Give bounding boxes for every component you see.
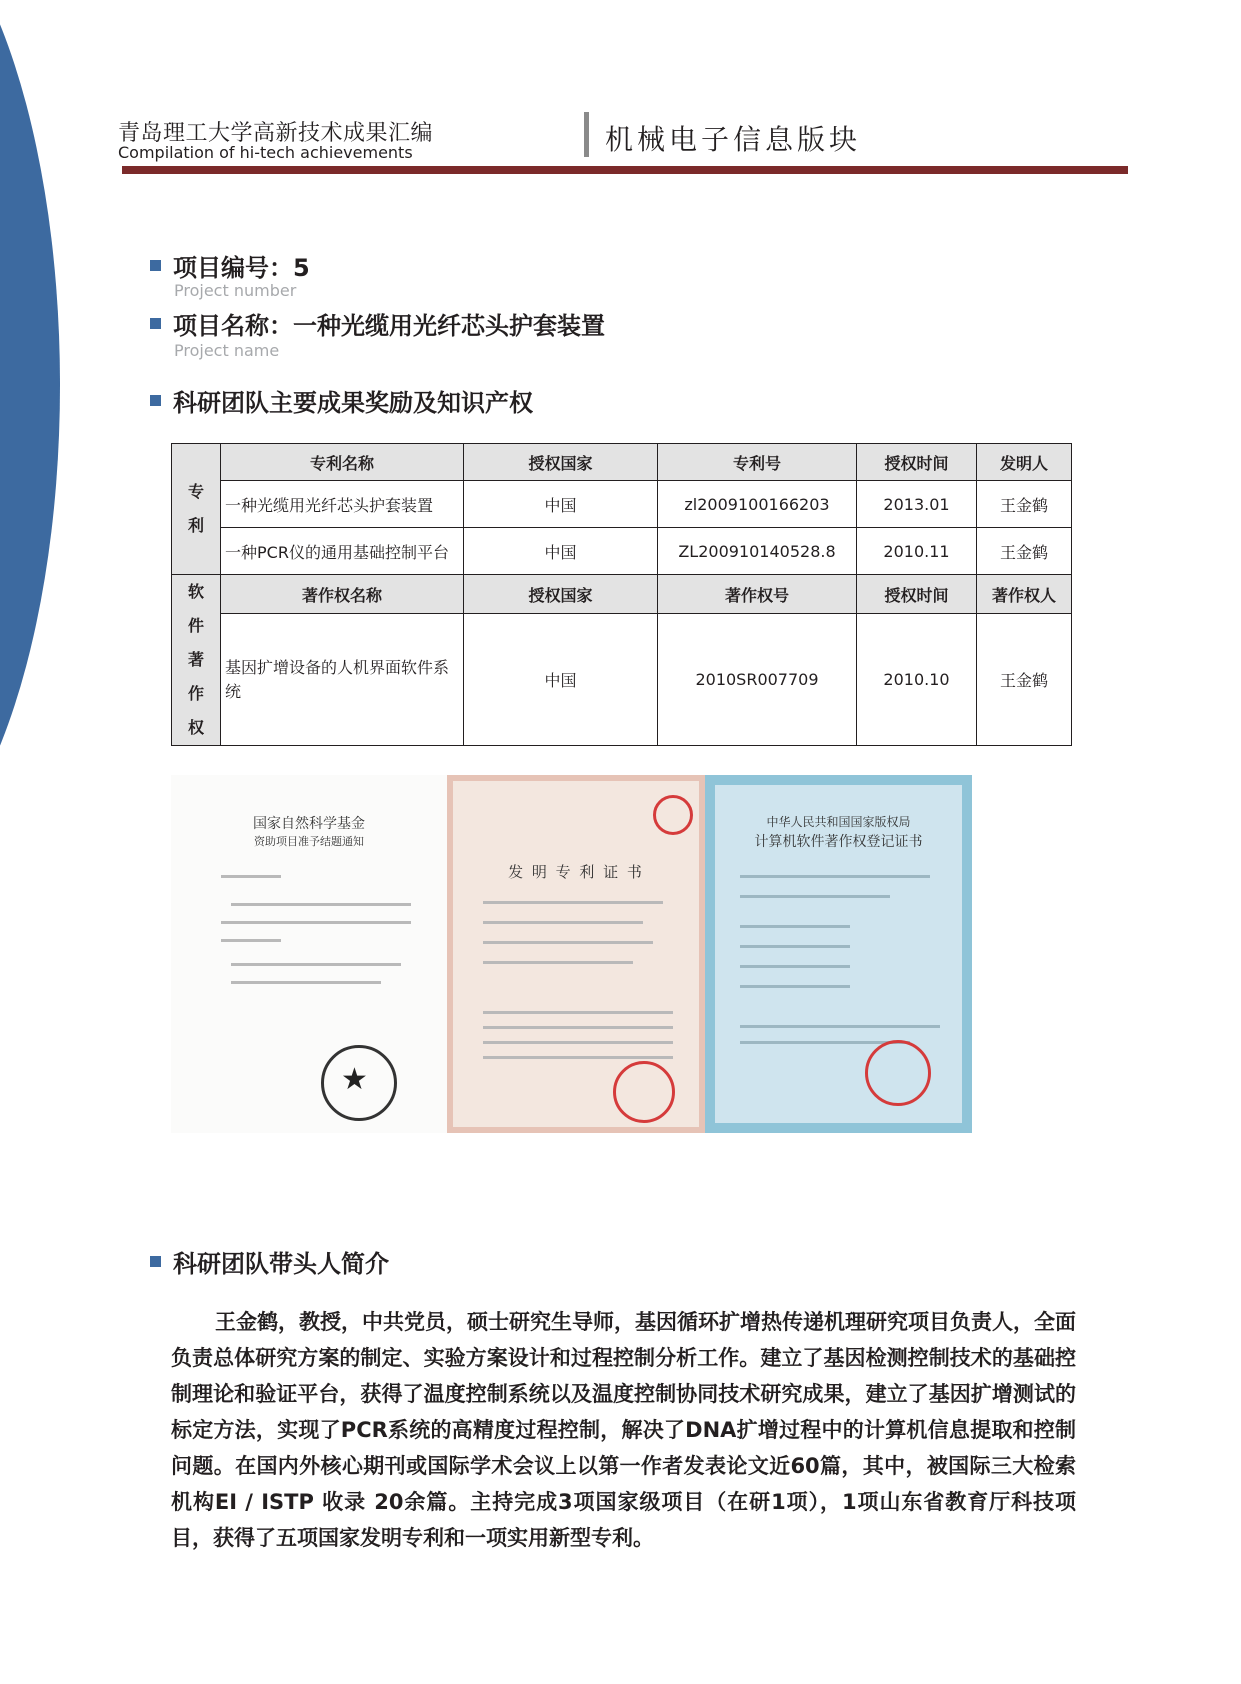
nsfc-notice-image <box>171 775 447 1133</box>
decorative-side-arc <box>0 0 60 890</box>
project-number-en: Project number <box>174 281 297 300</box>
patent-number: ZL200910140528.8 <box>658 528 857 575</box>
table-row <box>172 528 1072 575</box>
awards-heading: 科研团队主要成果奖励及知识产权 <box>173 389 533 417</box>
star-icon: ★ <box>341 1062 368 1097</box>
side-char: 件 <box>187 616 204 635</box>
col-header: 发明人 <box>977 444 1072 481</box>
leader-bio-text: 王金鹤，教授，中共党员，硕士研究生导师，基因循环扩增热传递机理研究项目负责人，全面负责总体研究方案的制定、实验方案设计和过程控制分析工作。建立了基因检测控制技术的基础控制理论和验证平台，获得了温度控制系统以及温度控制协同技术研究成果，建立了基因扩增测试的标定方法，实现了PCR系统的高精度过程控制，解决了DNA扩增过程中的计算机信息提取和控制问题。在国内外核心期刊或国际学术会议上以第一作者发表论文近60篇，其中，被国际三大检索机构EI / ISTP 收录 20余篇。主持完成3项国家级项目（在研1项），1项山东省教育厅科技项目，获得了五项国家发明专利和一项实用新型专利。 <box>171 1310 1076 1550</box>
software-owner: 王金鹤 <box>977 614 1072 746</box>
patent-country: 中国 <box>464 481 658 528</box>
col-header: 授权时间 <box>857 575 977 614</box>
col-header: 著作权人 <box>977 575 1072 614</box>
side-char: 著 <box>187 650 204 669</box>
patent-certificate-image <box>447 775 705 1133</box>
side-char: 利 <box>187 516 204 535</box>
header-title-cn: 青岛理工大学高新技术成果汇编 <box>118 121 434 146</box>
software-country: 中国 <box>464 614 658 746</box>
project-number: 项目编号：5 <box>173 254 310 282</box>
project-number-row <box>150 248 310 283</box>
awards-heading-row <box>150 383 533 418</box>
leader-bio <box>171 1304 1076 1556</box>
project-name: 项目名称：一种光缆用光纤芯头护套装置 <box>173 312 605 340</box>
doc1-subtitle: 资助项目准予结题通知 <box>254 835 364 848</box>
square-bullet-icon <box>150 260 161 271</box>
header-title-en: Compilation of hi-tech achievements <box>118 143 413 162</box>
ip-table <box>171 443 1072 746</box>
patent-side-label <box>172 444 221 575</box>
header-rule <box>122 166 1128 174</box>
software-name: 基因扩增设备的人机界面软件系统 <box>221 614 464 746</box>
header-separator <box>584 112 589 157</box>
col-header: 授权时间 <box>857 444 977 481</box>
patent-number: zl2009100166203 <box>658 481 857 528</box>
doc2-title: 发 明 专 利 证 书 <box>508 863 644 881</box>
seal-icon <box>865 1040 931 1106</box>
patent-inventor: 王金鹤 <box>977 528 1072 575</box>
section-title: 机械电子信息版块 <box>605 123 862 156</box>
side-char: 权 <box>187 718 204 737</box>
side-char: 软 <box>187 582 204 601</box>
project-name-en: Project name <box>174 341 280 360</box>
patent-date: 2013.01 <box>857 481 977 528</box>
col-header: 授权国家 <box>464 575 658 614</box>
col-header: 授权国家 <box>464 444 658 481</box>
square-bullet-icon <box>150 1256 161 1267</box>
square-bullet-icon <box>150 318 161 329</box>
leader-heading-row <box>150 1244 389 1279</box>
side-char: 专 <box>187 482 204 501</box>
table-row <box>172 614 1072 746</box>
seal-icon <box>653 795 693 835</box>
patent-inventor: 王金鹤 <box>977 481 1072 528</box>
square-bullet-icon <box>150 395 161 406</box>
col-header: 专利号 <box>658 444 857 481</box>
software-side-label <box>172 575 221 746</box>
doc3-title-2: 计算机软件著作权登记证书 <box>754 834 923 850</box>
col-header: 著作权号 <box>658 575 857 614</box>
doc3-title-1: 中华人民共和国国家版权局 <box>766 815 911 829</box>
table-row <box>172 481 1072 528</box>
seal-icon <box>613 1061 675 1123</box>
leader-heading: 科研团队带头人简介 <box>173 1250 389 1278</box>
software-number: 2010SR007709 <box>658 614 857 746</box>
patent-date: 2010.11 <box>857 528 977 575</box>
patent-country: 中国 <box>464 528 658 575</box>
software-certificate-image <box>705 775 972 1133</box>
software-date: 2010.10 <box>857 614 977 746</box>
col-header: 专利名称 <box>221 444 464 481</box>
col-header: 著作权名称 <box>221 575 464 614</box>
side-char: 作 <box>187 684 204 703</box>
patent-name: 一种PCR仪的通用基础控制平台 <box>221 528 464 575</box>
patent-name: 一种光缆用光纤芯头护套装置 <box>221 481 464 528</box>
project-name-row <box>150 306 605 341</box>
doc1-title: 国家自然科学基金 <box>253 816 365 832</box>
